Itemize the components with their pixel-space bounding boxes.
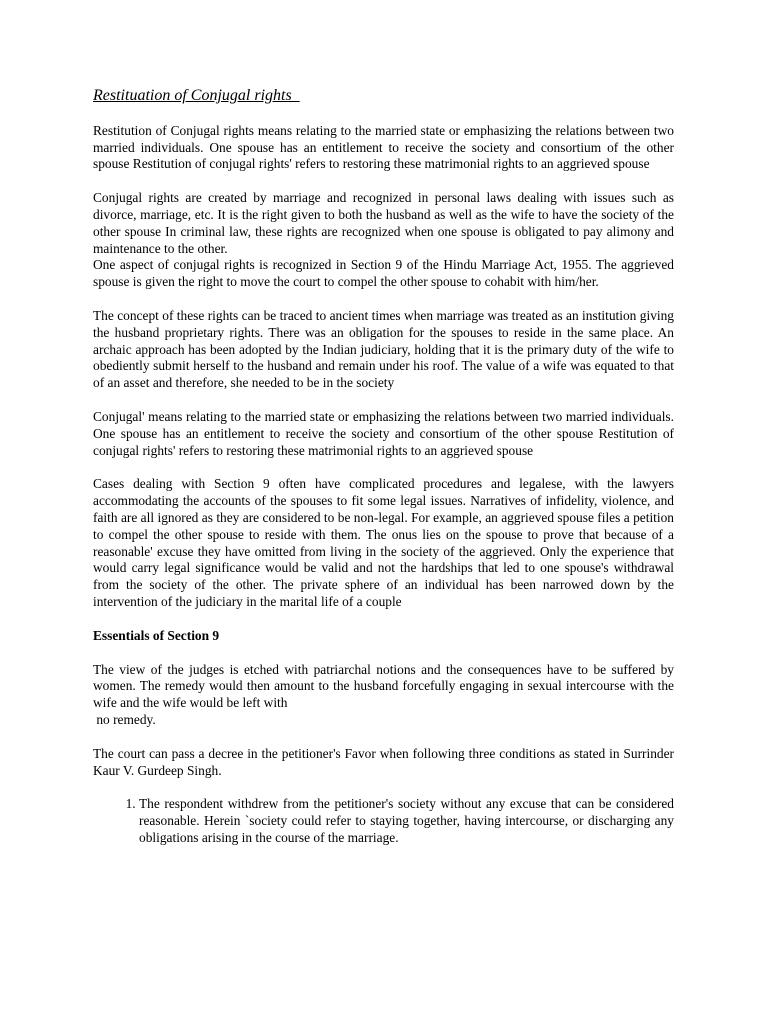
- paragraph-section-9-aspect: One aspect of conjugal rights is recognized in Section 9 of the Hindu Marriage Act, 1955. The aggrieved spouse is given the right to move the court to compel the other spouse to cohabit with him/her.: [93, 257, 674, 290]
- paragraph-judges-view: [93, 662, 674, 729]
- conditions-list: [93, 796, 674, 846]
- paragraph-conjugal-meaning: Conjugal' means relating to the married state or emphasizing the relations between two married individuals. One spouse has an entitlement to receive the society and consortium of the other spouse Restitution of conjugal rights' refers to restoring these matrimonial rights to an aggrieved spouse: [93, 408, 674, 458]
- paragraph-section-9-cases: Cases dealing with Section 9 often have complicated procedures and legalese, with the lawyers accommodating the accounts of the spouses to fit some legal issues. Narratives of infidelity, violence, and faith are all ignored as they are considered to be non-legal. For example, an aggrieved spouse files a petition to compel the other spouse to reside with them. The onus lies on the spouse to prove that because of a reasonable' excuse they have omitted from living in the society of the aggrieved. Only the experience that would carry legal significance would be valid and not the hardships that led to one spouse's withdrawal from the society of the other. The private sphere of an individual has been narrowed down by the intervention of the judiciary in the marital life of a couple: [93, 476, 674, 609]
- section-heading-essentials: Essentials of Section 9: [93, 627, 220, 643]
- document-title: Restituation of Conjugal rights: [93, 87, 300, 104]
- paragraph-judges-view-remedy: no remedy.: [93, 711, 156, 727]
- document-page: [93, 88, 674, 847]
- paragraph-conditions-intro: The court can pass a decree in the petitioner's Favor when following three conditions as stated in Surrinder Kaur V. Gurdeep Singh.: [93, 745, 674, 778]
- condition-item: 1. The respondent withdrew from the petitioner's society without any excuse that can be considered reasonable. Herein `society could refer to staying together, having intercourse, or discharging any obligations arising in the course of the marriage.: [139, 796, 674, 846]
- paragraph-ancient-concept: The concept of these rights can be traced to ancient times when marriage was treated as an institution giving the husband proprietary rights. There was an obligation for the spouses to reside in the same place. An archaic approach has been adopted by the Indian judiciary, holding that it is the primary duty of the wife to obediently submit herself to the husband and remain under his roof. The value of a wife was equated to that of an asset and therefore, she needed to be in the society: [93, 307, 674, 391]
- paragraph-judges-view-text: The view of the judges is etched with patriarchal notions and the consequences have to be suffered by women. The remedy would then amount to the husband forcefully engaging in sexual intercourse with the wife and the wife would be left with: [93, 661, 674, 711]
- paragraph-restitution-definition: Restitution of Conjugal rights means relating to the married state or emphasizing the relations between two married individuals. One spouse has an entitlement to receive the society and consortium of the other spouse Restitution of conjugal rights' refers to restoring these matrimonial rights to an aggrieved spouse: [93, 122, 674, 172]
- paragraph-conjugal-rights-created: Conjugal rights are created by marriage and recognized in personal laws dealing with issues such as divorce, marriage, etc. It is the right given to both the husband as well as the wife to have the society of the other spouse In criminal law, these rights are recognized when one spouse is obligated to pay alimony and maintenance to the other.: [93, 190, 674, 256]
